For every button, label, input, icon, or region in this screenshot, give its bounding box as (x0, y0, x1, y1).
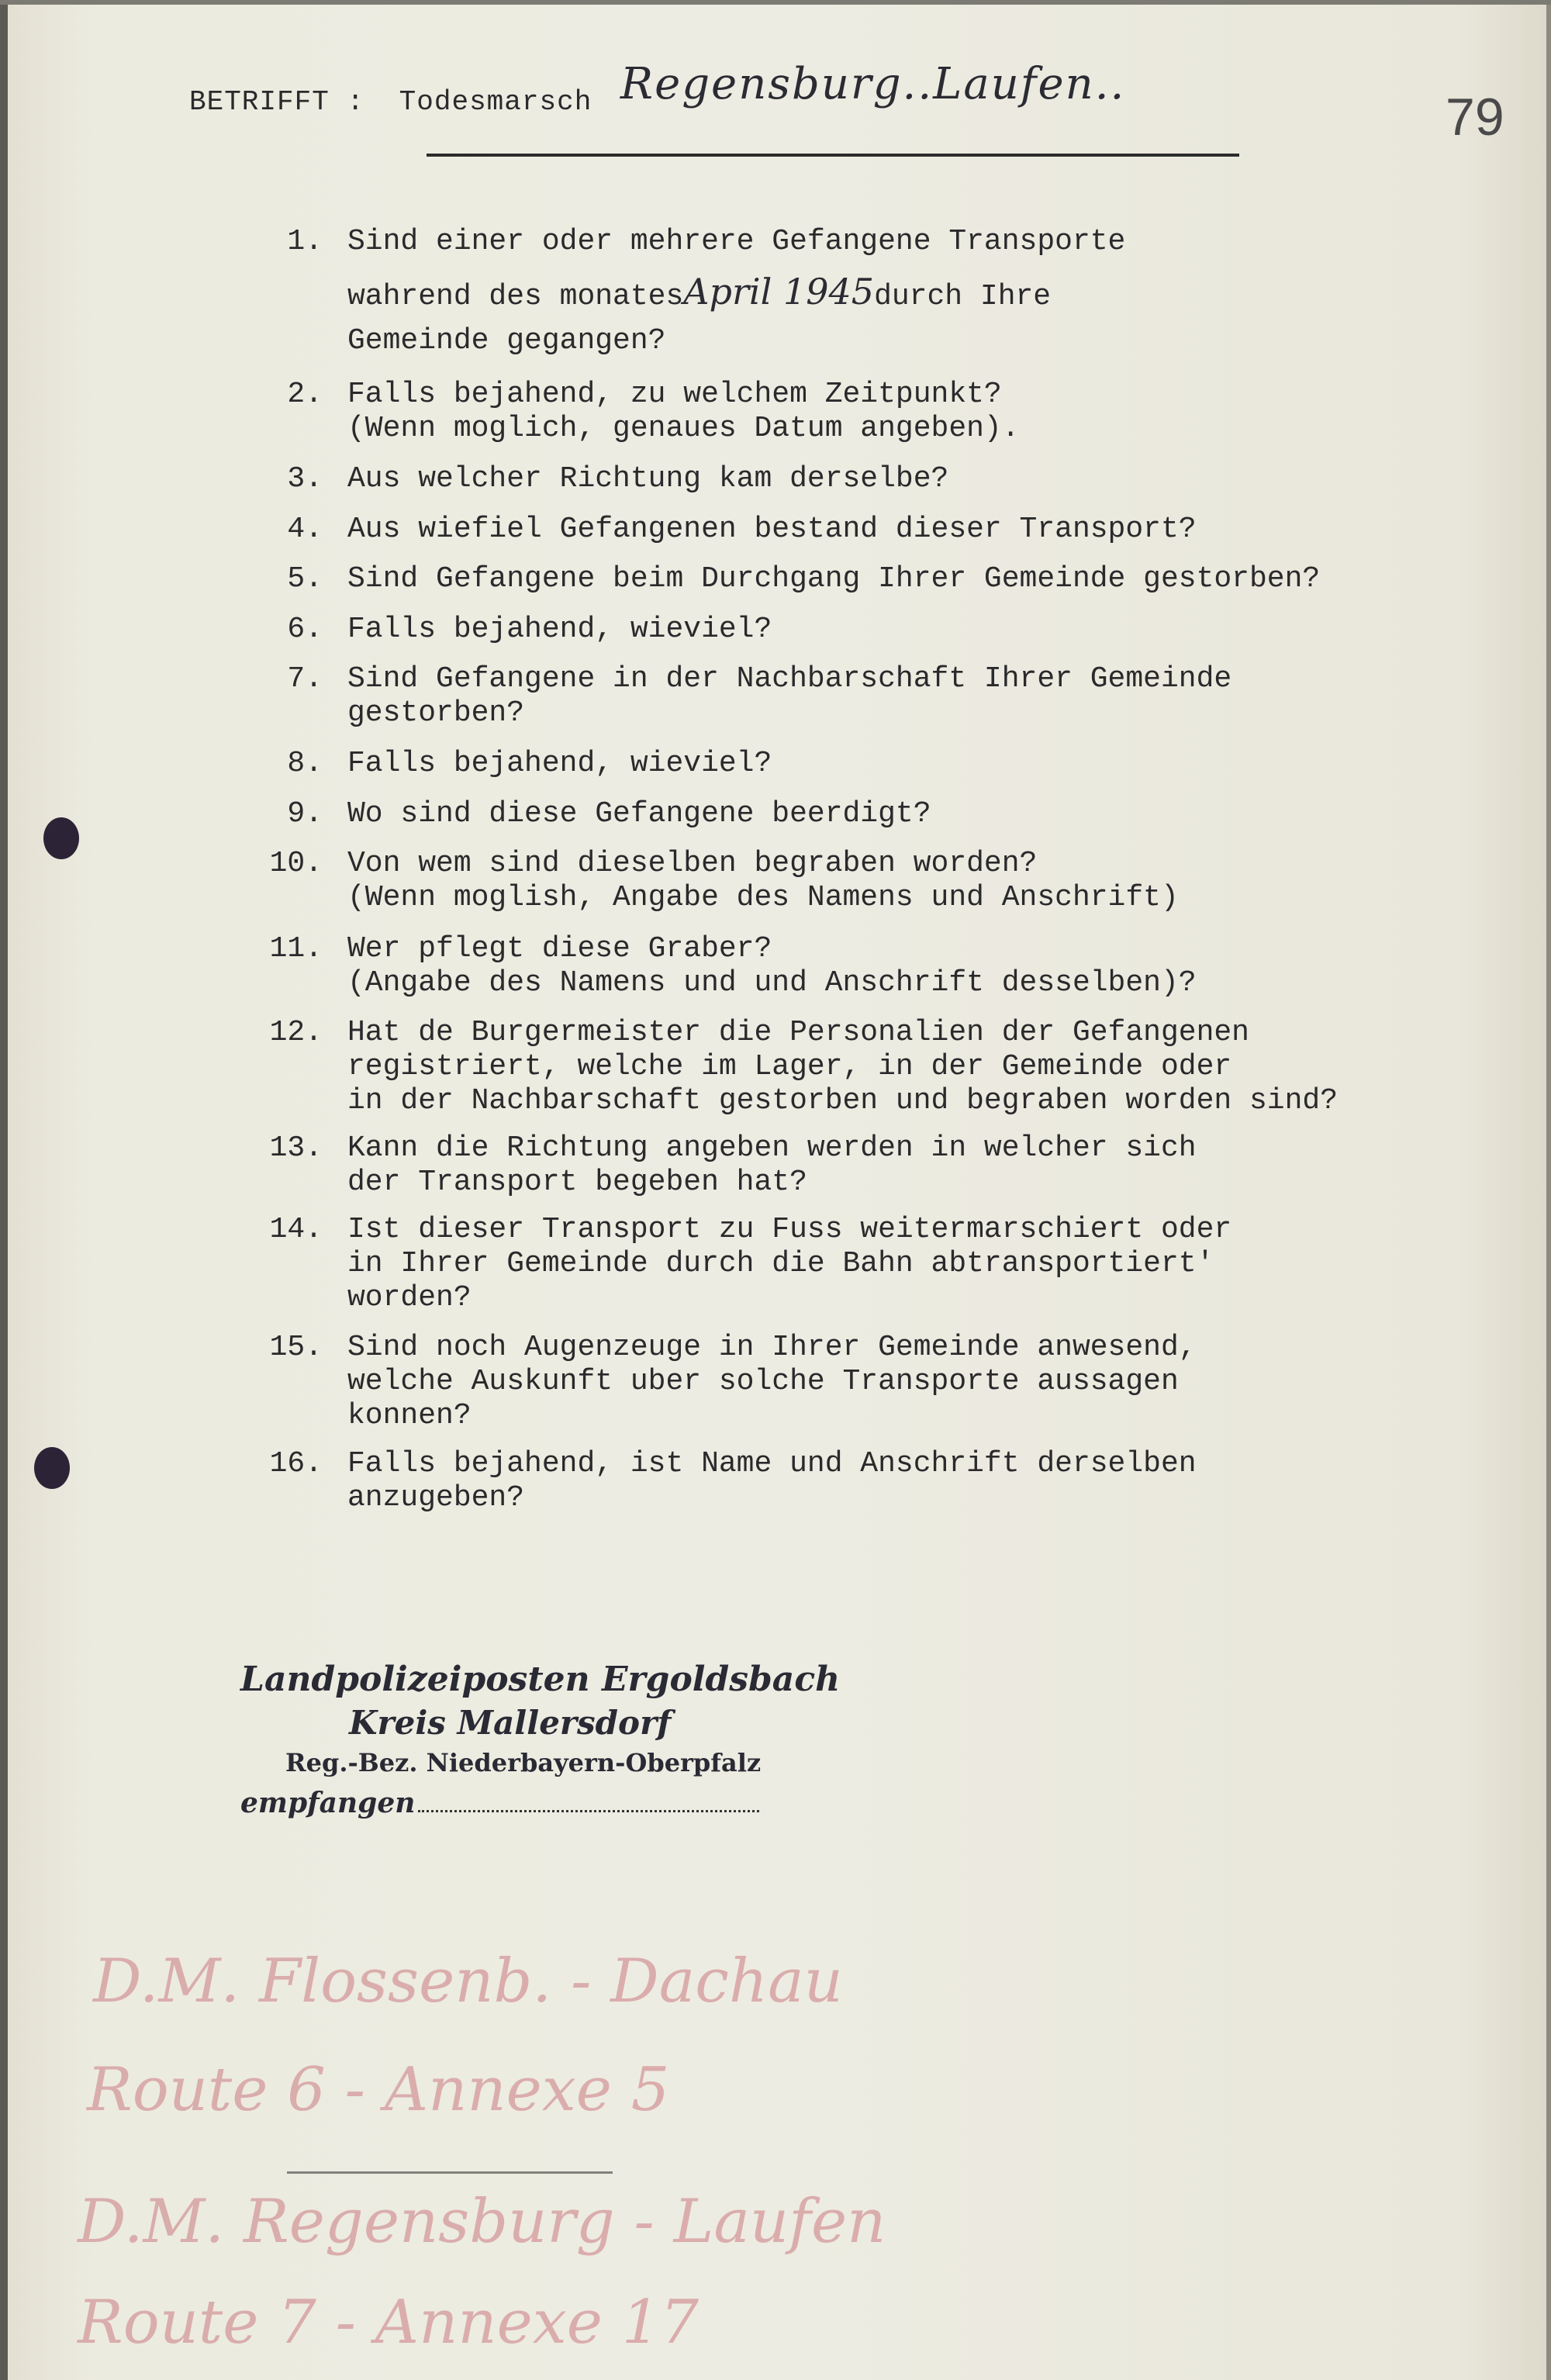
pencil-annotation: Route 6 - Annexe 5 (87, 2055, 670, 2125)
pencil-annotation: D.M. Regensburg - Laufen (78, 2187, 886, 2257)
question-number: 12. (269, 1016, 323, 1049)
question-text-line: Falls bejahend, ist Name und Anschrift derselben (347, 1447, 1197, 1480)
question-text-line: Falls bejahend, wieviel? (347, 613, 772, 646)
question-number: 5. (287, 562, 323, 596)
question-text-line: (Wenn moglich, genaues Datum angeben). (347, 412, 1020, 445)
question-text-line: Wo sind diese Gefangene beerdigt? (347, 797, 931, 831)
question-text-line: der Transport begeben hat? (347, 1166, 807, 1199)
question-text-line: gestorben? (347, 696, 525, 730)
police-stamp (240, 1660, 840, 1819)
question-text-line: Kann die Richtung angeben werden in welcher sich (347, 1131, 1197, 1165)
question-number: 11. (269, 932, 323, 965)
pencil-annotation: D.M. Flossenb. - Dachau (93, 1946, 843, 2016)
question-number: 7. (287, 662, 323, 696)
question-number: 10. (269, 847, 323, 880)
question-number: 9. (287, 797, 323, 831)
question-text-line: Sind Gefangene in der Nachbarschaft Ihrer Gemeinde (347, 662, 1232, 696)
question-text-line: Aus wiefiel Gefangenen bestand dieser Transport? (347, 513, 1197, 546)
stamp-line: Reg.-Bez. Niederbayern-Oberpfalz (285, 1748, 762, 1777)
question-text-line: Aus welcher Richtung kam derselbe? (347, 462, 949, 496)
signature-blank (418, 1810, 759, 1812)
question-number: 14. (269, 1213, 323, 1246)
question-number: 15. (269, 1331, 323, 1364)
question-text-line: Ist dieser Transport zu Fuss weitermarschiert oder (347, 1213, 1232, 1246)
question-text-line: Falls bejahend, zu welchem Zeitpunkt? (347, 378, 1002, 411)
question-text-line: Sind noch Augenzeuge in Ihrer Gemeinde anwesend, (347, 1331, 1197, 1364)
pencil-annotation: Route 7 - Annexe 17 (78, 2288, 699, 2358)
header-line (189, 59, 1126, 120)
question-text-line: Von wem sind dieselben begraben worden? (347, 847, 1038, 880)
scan-edge-left (0, 0, 8, 2380)
question-text-line: konnen? (347, 1399, 472, 1432)
annotation-divider (287, 2171, 613, 2174)
stamp-received-line: empfangen (240, 1787, 840, 1819)
question-number: 13. (269, 1131, 323, 1165)
question-number: 3. (287, 462, 323, 496)
question-text-line: Gemeinde gegangen? (347, 324, 666, 358)
scan-edge-top (0, 0, 1551, 5)
question-number: 16. (269, 1447, 323, 1480)
question-number: 2. (287, 378, 323, 411)
question-text-line: worden? (347, 1281, 472, 1314)
question-text-line: anzugeben? (347, 1481, 525, 1515)
question-number: 6. (287, 613, 323, 646)
punch-hole (43, 817, 79, 859)
question-number: 1. (287, 225, 323, 258)
question-text-line: Wer pflegt diese Graber? (347, 932, 772, 965)
page-number: 79 (1446, 88, 1504, 147)
question-number: 8. (287, 747, 323, 780)
question-text-line: (Angabe des Namens und und Anschrift desselben)? (347, 966, 1197, 1000)
question-text-line: Falls bejahend, wieviel? (347, 747, 772, 780)
question-text-line: Sind einer oder mehrere Gefangene Transporte (347, 225, 1126, 258)
question-text-line: in der Nachbarschaft gestorben und begraben worden sind? (347, 1084, 1339, 1117)
question-text-line: wahrend des monatesApril 1945durch Ihre (347, 271, 1052, 313)
question-text-line: Sind Gefangene beim Durchgang Ihrer Gemeinde gestorben? (347, 562, 1321, 596)
stamp-line: Landpolizeiposten Ergoldsbach (240, 1660, 841, 1699)
question-text-line: welche Auskunft uber solche Transporte aussagen (347, 1365, 1179, 1398)
question-number: 4. (287, 513, 323, 546)
handwritten-month: April 1945 (683, 271, 875, 313)
header-label: BETRIFFT : (189, 86, 365, 118)
punch-hole (34, 1447, 70, 1489)
question-text-line: (Wenn moglish, Angabe des Namens und Anschrift) (347, 881, 1179, 914)
stamp-line: Kreis Mallersdorf (349, 1704, 672, 1742)
question-text-line: Hat de Burgermeister die Personalien der Gefangenen (347, 1016, 1249, 1049)
header-subject: Todesmarsch (399, 86, 592, 118)
handwritten-route: Regensburg..Laufen.. (620, 59, 1126, 109)
question-text-line: in Ihrer Gemeinde durch die Bahn abtransportiert' (347, 1247, 1214, 1280)
scan-edge-right (1546, 0, 1551, 2380)
question-text-line: registriert, welche im Lager, in der Gemeinde oder (347, 1050, 1232, 1083)
header-underline (427, 154, 1239, 157)
question-16 (262, 1447, 1197, 1584)
